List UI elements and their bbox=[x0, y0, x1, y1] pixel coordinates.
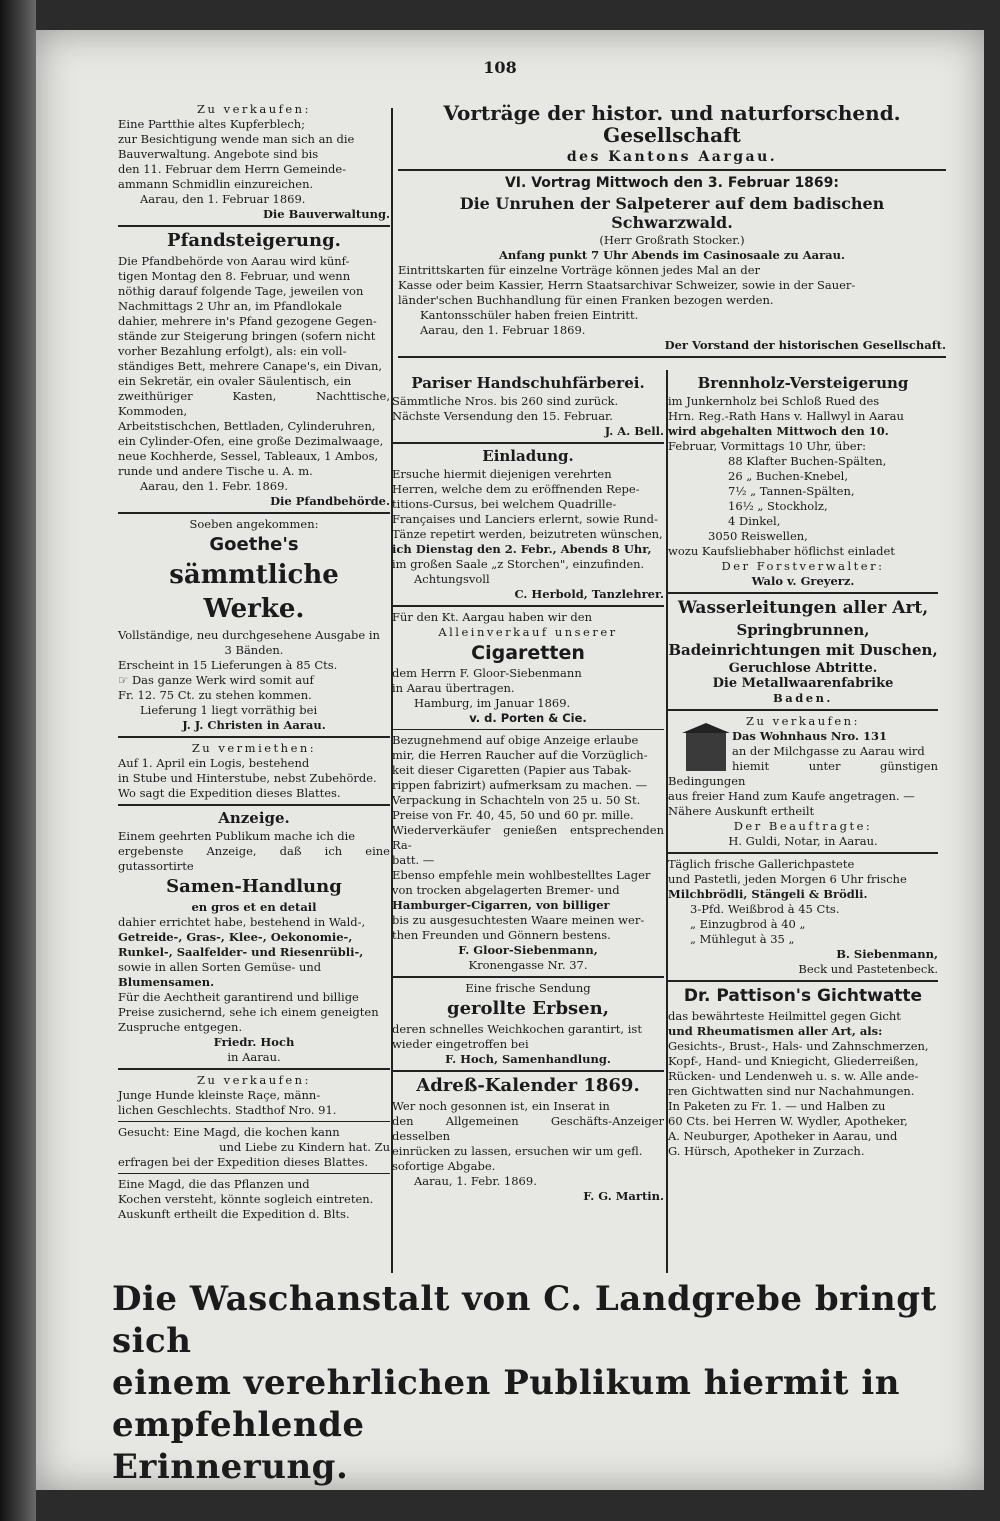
ad-line: und Liebe zu Kindern hat. Zu bbox=[219, 1140, 390, 1154]
ad-handschuhfaerberei bbox=[392, 374, 664, 439]
ad-title: Brennholz-Versteigerung bbox=[697, 374, 909, 392]
ad-wohnhaus bbox=[668, 714, 938, 849]
divider bbox=[668, 852, 938, 854]
ad-line: hiemit unter günstigen Bedingungen bbox=[668, 759, 938, 788]
ad-heading: Zu verkaufen: bbox=[746, 714, 860, 728]
ad-topic: Die Unruhen der Salpeterer auf dem badischen Schwarzwald. bbox=[459, 194, 885, 232]
divider bbox=[118, 512, 390, 514]
divider bbox=[392, 605, 664, 607]
ad-title: Goethe's bbox=[209, 534, 299, 555]
ad-title: Pfandsteigerung. bbox=[167, 230, 341, 251]
ad-line: Für die Aechtheit garantirend und billige bbox=[118, 990, 359, 1004]
ad-line: aus freier Hand zum Kaufe angetragen. — bbox=[668, 789, 915, 803]
ad-line: rippen fabrizirt) aufmerksam zu machen. — bbox=[392, 778, 648, 792]
ad-line: erfragen bei der Expedition dieses Blattes. bbox=[118, 1155, 369, 1169]
book-spine-shadow bbox=[0, 0, 36, 1521]
ad-heading: Anzeige. bbox=[218, 809, 290, 827]
ad-line: Gesichts-, Brust-, Hals- und Zahnschmerzen, bbox=[668, 1039, 929, 1053]
ad-line: Nähere Auskunft ertheilt bbox=[668, 804, 815, 818]
ad-line: stände zur Steigerung bringen (sofern nicht bbox=[118, 329, 376, 343]
ad-line: sowie in allen Sorten Gemüse- und bbox=[118, 960, 322, 974]
ad-line: ich Dienstag den 2. Febr., Abends 8 Uhr, bbox=[392, 542, 652, 556]
divider bbox=[118, 1121, 390, 1122]
ad-heading: Zu verkaufen: bbox=[197, 1073, 311, 1087]
ad-line: neue Kochherde, Sessel, Tableaux, 1 Ambos, bbox=[118, 449, 379, 463]
ad-line: then Freunden und Gönnern bestens. bbox=[392, 928, 611, 942]
ad-line: Geruchlose Abtritte. bbox=[728, 661, 878, 676]
ad-date: Aarau, den 1. Febr. 1869. bbox=[140, 479, 289, 493]
ad-kupferblech bbox=[118, 102, 390, 222]
ad-pfandsteigerung bbox=[118, 230, 390, 509]
ad-line: G. Hürsch, Apotheker in Zurzach. bbox=[668, 1144, 865, 1158]
ad-signature: J. J. Christen in Aarau. bbox=[182, 718, 326, 732]
ad-line: Einem geehrten Publikum mache ich die bbox=[118, 829, 356, 843]
wood-item: 3050 Reiswellen, bbox=[708, 529, 808, 543]
ad-baeckerei bbox=[668, 857, 938, 977]
ad-line: Zuspruche entgegen. bbox=[118, 1020, 243, 1034]
ad-line: Eine Magd, die das Pflanzen und bbox=[118, 1177, 310, 1191]
ad-line: Auskunft ertheilt die Expedition d. Blts. bbox=[118, 1207, 350, 1221]
ad-line: in Stube und Hinterstube, nebst Zubehörde. bbox=[118, 771, 377, 785]
ad-line: ammann Schmidlin einzureichen. bbox=[118, 177, 314, 191]
ad-line: ein Cylinder-Ofen, eine große Dezimalwaage, bbox=[118, 434, 384, 448]
ad-line: Wo sagt die Expedition dieses Blattes. bbox=[118, 786, 341, 800]
ad-title: Pariser Handschuhfärberei. bbox=[411, 374, 645, 392]
ad-line: in Aarau übertragen. bbox=[392, 681, 515, 695]
ad-einladung bbox=[392, 447, 664, 602]
ad-line: Lieferung 1 liegt vorräthig bei bbox=[140, 703, 318, 717]
ad-signature: Friedr. Hoch bbox=[213, 1035, 295, 1049]
ad-line: mir, die Herren Raucher auf die Vorzüglich- bbox=[392, 748, 648, 762]
ad-line: „ Mühlegut à 35 „ bbox=[690, 932, 795, 946]
ad-line: Wiederverkäufer genießen entsprechenden Ra- bbox=[392, 823, 664, 852]
ad-line: Bezugnehmend auf obige Anzeige erlaube bbox=[392, 733, 639, 747]
divider bbox=[392, 442, 664, 444]
ad-heading: Zu vermiethen: bbox=[191, 741, 317, 755]
ad-line: batt. — bbox=[392, 853, 435, 867]
ad-line: Gesucht: Eine Magd, die kochen kann bbox=[118, 1125, 340, 1139]
ad-vortraege bbox=[398, 100, 946, 361]
divider bbox=[668, 709, 938, 711]
ad-line: das bewährteste Heilmittel gegen Gicht bbox=[668, 1009, 901, 1023]
ad-line: Getreide-, Gras-, Klee-, Oekonomie-, bbox=[118, 930, 353, 944]
ad-gesucht bbox=[118, 1125, 390, 1170]
ad-line: im großen Saale „z Storchen", einzufinden. bbox=[392, 557, 645, 571]
ad-line: nöthig darauf folgende Tage, jeweilen von bbox=[118, 284, 364, 298]
ad-signature: Die Bauverwaltung. bbox=[262, 207, 390, 221]
ad-line: Kochen versteht, könnte sogleich eintreten. bbox=[118, 1192, 374, 1206]
ad-subtitle: des Kantons Aargau. bbox=[566, 149, 778, 165]
ad-line: Preise zusichernd, sehe ich einem geneigten bbox=[118, 1005, 379, 1019]
ad-line: Sämmtliche Nros. bis 260 sind zurück. bbox=[392, 394, 619, 408]
ad-line: Blumensamen. bbox=[118, 975, 215, 989]
ad-line: vorher Bezahlung erfolgt), als: ein voll- bbox=[118, 344, 347, 358]
ad-title: Wasserleitungen aller Art, bbox=[677, 598, 929, 618]
ad-line: einrücken zu lassen, ersuchen wir um gefl. bbox=[392, 1144, 643, 1158]
ad-signature: J. A. Bell. bbox=[604, 424, 664, 438]
wood-item: 7½ „ Tannen-Spälten, bbox=[728, 484, 855, 498]
ad-line: titions-Cursus, bei welchem Quadrille- bbox=[392, 497, 617, 511]
ad-signature: v. d. Porten & Cie. bbox=[469, 711, 587, 725]
ad-line: Nachmittags 2 Uhr an, im Pfandlokale bbox=[118, 299, 342, 313]
ad-address: Kronengasse Nr. 37. bbox=[468, 958, 588, 972]
ad-waschanstalt bbox=[112, 1278, 952, 1488]
ad-line: Wer noch gesonnen ist, ein Inserat in bbox=[392, 1099, 610, 1113]
ad-signature: H. Guldi, Notar, in Aarau. bbox=[728, 834, 878, 848]
ad-line: Arbeitstischchen, Bettladen, Cylinderuhren, bbox=[118, 419, 376, 433]
ad-line: Herren, welche dem zu eröffnenden Repe- bbox=[392, 482, 640, 496]
ad-line: ☞ Das ganze Werk wird somit auf bbox=[118, 673, 314, 687]
wood-item: 16½ „ Stockholz, bbox=[728, 499, 828, 513]
ad-line: wird abgehalten Mittwoch den 10. bbox=[668, 424, 889, 438]
ad-signature: F. Gloor-Siebenmann, bbox=[458, 943, 598, 957]
ad-adresskalender bbox=[392, 1075, 664, 1204]
ad-line: Kasse oder beim Kassier, Herrn Staatsarchivar Schweizer, sowie in der Sauer- bbox=[398, 278, 856, 292]
ad-pattison bbox=[668, 985, 938, 1159]
ad-line: Alleinverkauf unserer bbox=[438, 625, 618, 639]
ad-line: lichen Geschlechts. Stadthof Nro. 91. bbox=[118, 1103, 337, 1117]
ad-line: „ Einzugbrod à 40 „ bbox=[690, 917, 806, 931]
ad-intro: Eine frische Sendung bbox=[465, 981, 591, 995]
ad-line: Springbrunnen, bbox=[736, 621, 870, 639]
ad-line: wozu Kaufsliebhaber höflichst einladet bbox=[668, 544, 895, 558]
ad-line: Fr. 12. 75 Ct. zu stehen kommen. bbox=[118, 688, 312, 702]
ad-intro: Soeben angekommen: bbox=[189, 517, 319, 531]
ad-date: Aarau, den 1. Februar 1869. bbox=[140, 192, 306, 206]
ad-logis bbox=[118, 741, 390, 801]
ad-line: Eintrittskarten für einzelne Vorträge können jedes Mal an der bbox=[398, 263, 761, 277]
ad-title: gerollte Erbsen, bbox=[447, 998, 609, 1019]
ad-line: Vollständige, neu durchgesehene Ausgabe in bbox=[118, 628, 380, 642]
divider bbox=[398, 169, 946, 171]
ad-line: Nächste Versendung den 15. Februar. bbox=[392, 409, 613, 423]
ad-line: Eine Partthie altes Kupferblech; bbox=[118, 117, 306, 131]
ad-signature-place: Baden. bbox=[773, 691, 833, 705]
ad-line: dahier, mehrere in's Pfand gezogene Gegen- bbox=[118, 314, 377, 328]
ad-line: Erscheint in 15 Lieferungen à 85 Cts. bbox=[118, 658, 338, 672]
ad-samenhandlung bbox=[118, 809, 390, 1065]
ad-line: von trocken abgelagerten Bremer- und bbox=[392, 883, 620, 897]
ad-brennholz bbox=[668, 374, 938, 589]
divider bbox=[118, 1068, 390, 1070]
wood-item: 4 Dinkel, bbox=[728, 514, 781, 528]
ad-line: länder'schen Buchhandlung für einen Franken bezogen werden. bbox=[398, 293, 774, 307]
ad-line: wieder eingetroffen bei bbox=[392, 1037, 529, 1051]
ad-line: an der Milchgasse zu Aarau wird bbox=[732, 744, 925, 758]
ad-line: Die Pfandbehörde von Aarau wird künf- bbox=[118, 254, 350, 268]
ad-line: Anfang punkt 7 Uhr Abends im Casinosaale zu Aarau. bbox=[499, 248, 845, 262]
ad-date: Aarau, 1. Febr. 1869. bbox=[414, 1174, 537, 1188]
ad-signature: B. Siebenmann, bbox=[836, 947, 938, 961]
ad-line: runde und andere Tische u. A. m. bbox=[118, 464, 313, 478]
ad-line: und Rheumatismen aller Art, als: bbox=[668, 1024, 883, 1038]
divider bbox=[118, 736, 390, 738]
ad-greeting: Achtungsvoll bbox=[414, 572, 490, 586]
ad-line: Ebenso empfehle mein wohlbestelltes Lager bbox=[392, 868, 651, 882]
divider bbox=[398, 356, 946, 358]
ad-line: den 11. Februar dem Herrn Gemeinde- bbox=[118, 162, 347, 176]
ad-wasserleitungen bbox=[668, 597, 938, 706]
divider bbox=[392, 1070, 664, 1072]
ad-erbsen bbox=[392, 981, 664, 1067]
ad-goethe bbox=[118, 517, 390, 733]
divider bbox=[118, 1173, 390, 1174]
ad-signature: Walo v. Greyerz. bbox=[751, 574, 855, 588]
middle-column bbox=[392, 372, 664, 1206]
ad-heading: Der Beauftragte: bbox=[733, 819, 873, 833]
ad-line: Badeinrichtungen mit Duschen, bbox=[668, 641, 938, 659]
ad-signature: Der Vorstand der historischen Gesellschaft. bbox=[664, 338, 946, 352]
ad-line: Runkel-, Saalfelder- und Riesenrübli-, bbox=[118, 945, 364, 959]
ad-signature: F. G. Martin. bbox=[583, 1189, 664, 1203]
ad-line: den Allgemeinen Geschäfts-Anzeiger desselben bbox=[392, 1114, 664, 1143]
divider bbox=[118, 804, 390, 806]
banner-line: einem verehrlichen Publikum hiermit in empfehlende bbox=[112, 1363, 900, 1445]
ad-line: Tänze repetirt werden, beizutreten wünschen, bbox=[392, 527, 663, 541]
ad-date: Aarau, den 1. Februar 1869. bbox=[420, 323, 586, 337]
divider bbox=[392, 729, 664, 730]
ad-heading: Der Forstverwalter: bbox=[721, 559, 885, 573]
ad-title: sämmtliche Werke. bbox=[169, 560, 339, 624]
ad-signature: F. Hoch, Samenhandlung. bbox=[445, 1052, 611, 1066]
ad-line: Täglich frische Gallerichpastete bbox=[668, 857, 855, 871]
ad-subtitle: en gros et en detail bbox=[191, 900, 317, 914]
ad-line: 3 Bänden. bbox=[224, 643, 284, 657]
ad-line: Hrn. Reg.-Rath Hans v. Hallwyl in Aarau bbox=[668, 409, 904, 423]
ad-line: Hamburger-Cigarren, von billiger bbox=[392, 898, 610, 912]
ad-line: ein Sekretär, ein ovaler Säulentisch, ein bbox=[118, 374, 352, 388]
ad-signature: C. Herbold, Tanzlehrer. bbox=[514, 587, 664, 601]
ad-title: Cigaretten bbox=[471, 642, 585, 664]
ad-line: ren Gichtwatten sind nur Nachahmungen. bbox=[668, 1084, 915, 1098]
ad-line: Februar, Vormittags 10 Uhr, über: bbox=[668, 439, 866, 453]
ad-line: keit dieser Cigaretten (Papier aus Tabak- bbox=[392, 763, 632, 777]
ad-line: VI. Vortrag Mittwoch den 3. Februar 1869: bbox=[504, 175, 840, 191]
wood-item: 26 „ Buchen-Knebel, bbox=[728, 469, 849, 483]
wood-item: 88 Klafter Buchen-Spälten, bbox=[728, 454, 887, 468]
ad-line: deren schnelles Weichkochen garantirt, ist bbox=[392, 1022, 642, 1036]
ad-line: Das Wohnhaus Nro. 131 bbox=[732, 729, 887, 743]
ad-signature-title: Beck und Pastetenbeck. bbox=[798, 962, 938, 976]
ad-line: Preise von Fr. 40, 45, 50 und 60 pr. mille. bbox=[392, 808, 634, 822]
ad-line: dahier errichtet habe, bestehend in Wald-, bbox=[118, 915, 366, 929]
ad-title: Adreß-Kalender 1869. bbox=[416, 1075, 640, 1096]
ad-signature: Die Metallwaarenfabrike bbox=[712, 676, 894, 691]
ad-line: Junge Hunde kleinste Raçe, männ- bbox=[118, 1088, 321, 1102]
ad-line: Rücken- und Lendenweh u. s. w. Alle ande- bbox=[668, 1069, 919, 1083]
ad-line: Bauverwaltung. Angebote sind bis bbox=[118, 147, 319, 161]
ad-line: Françaises und Lanciers erlernt, sowie Rund- bbox=[392, 512, 658, 526]
ad-line: ergebenste Anzeige, daß ich eine gutassortirte bbox=[118, 844, 390, 873]
house-icon bbox=[686, 731, 726, 771]
ad-line: im Junkernholz bei Schloß Rued des bbox=[668, 394, 880, 408]
ad-title: Dr. Pattison's Gichtwatte bbox=[683, 986, 923, 1006]
ad-line: Für den Kt. Aargau haben wir den bbox=[392, 610, 592, 624]
divider bbox=[118, 225, 390, 227]
ad-line: und Pastetli, jeden Morgen 6 Uhr frische bbox=[668, 872, 907, 886]
ad-line: Milchbrödli, Stängeli & Brödli. bbox=[668, 887, 868, 901]
right-column bbox=[668, 372, 938, 1161]
ad-line: zur Besichtigung wende man sich an die bbox=[118, 132, 355, 146]
ad-title: Einladung. bbox=[482, 447, 574, 465]
banner-line: Die Waschanstalt von C. Landgrebe bringt sich bbox=[112, 1279, 937, 1361]
ad-title: Samen-Handlung bbox=[166, 876, 342, 897]
ad-line: tigen Montag den 8. Februar, und wenn bbox=[118, 269, 351, 283]
banner-line: Erinnerung. bbox=[112, 1447, 349, 1487]
ad-line: Ersuche hiermit diejenigen verehrten bbox=[392, 467, 612, 481]
ad-signature-place: in Aarau. bbox=[227, 1050, 281, 1064]
ad-line: 60 Cts. bei Herren W. Wydler, Apotheker, bbox=[668, 1114, 908, 1128]
ad-magd bbox=[118, 1177, 390, 1222]
ad-line: Verpackung in Schachteln von 25 u. 50 St. bbox=[392, 793, 641, 807]
ad-line: Kantonsschüler haben freien Eintritt. bbox=[420, 308, 639, 322]
ad-line: Kopf-, Hand- und Kniegicht, Gliederreißen, bbox=[668, 1054, 919, 1068]
ad-hunde bbox=[118, 1073, 390, 1118]
ad-line: dem Herrn F. Gloor-Siebenmann bbox=[392, 666, 582, 680]
page-number: 108 bbox=[483, 58, 517, 77]
ad-line: bis zu ausgesuchtesten Waare meinen wer- bbox=[392, 913, 645, 927]
ad-line: In Paketen zu Fr. 1. — und Halben zu bbox=[668, 1099, 886, 1113]
ad-cigaretten bbox=[392, 610, 664, 973]
ad-line: A. Neuburger, Apotheker in Aarau, und bbox=[668, 1129, 898, 1143]
left-column bbox=[118, 100, 390, 1224]
ad-line: ständiges Bett, mehrere Canape's, ein Divan, bbox=[118, 359, 383, 373]
ad-line: sofortige Abgabe. bbox=[392, 1159, 496, 1173]
ad-speaker: (Herr Großrath Stocker.) bbox=[599, 233, 745, 247]
ad-title: Vorträge der histor. und naturforschend. Gesellschaft bbox=[443, 101, 901, 147]
divider bbox=[668, 592, 938, 594]
ad-line: 3-Pfd. Weißbrod à 45 Cts. bbox=[690, 902, 840, 916]
divider bbox=[668, 980, 938, 982]
ad-heading: Zu verkaufen: bbox=[197, 102, 311, 116]
ad-signature: Die Pfandbehörde. bbox=[270, 494, 390, 508]
ad-line: zweithüriger Kasten, Nachttische, Kommoden, bbox=[118, 389, 390, 418]
ad-date: Hamburg, im Januar 1869. bbox=[414, 696, 571, 710]
ad-line: Auf 1. April ein Logis, bestehend bbox=[118, 756, 310, 770]
divider bbox=[392, 976, 664, 978]
